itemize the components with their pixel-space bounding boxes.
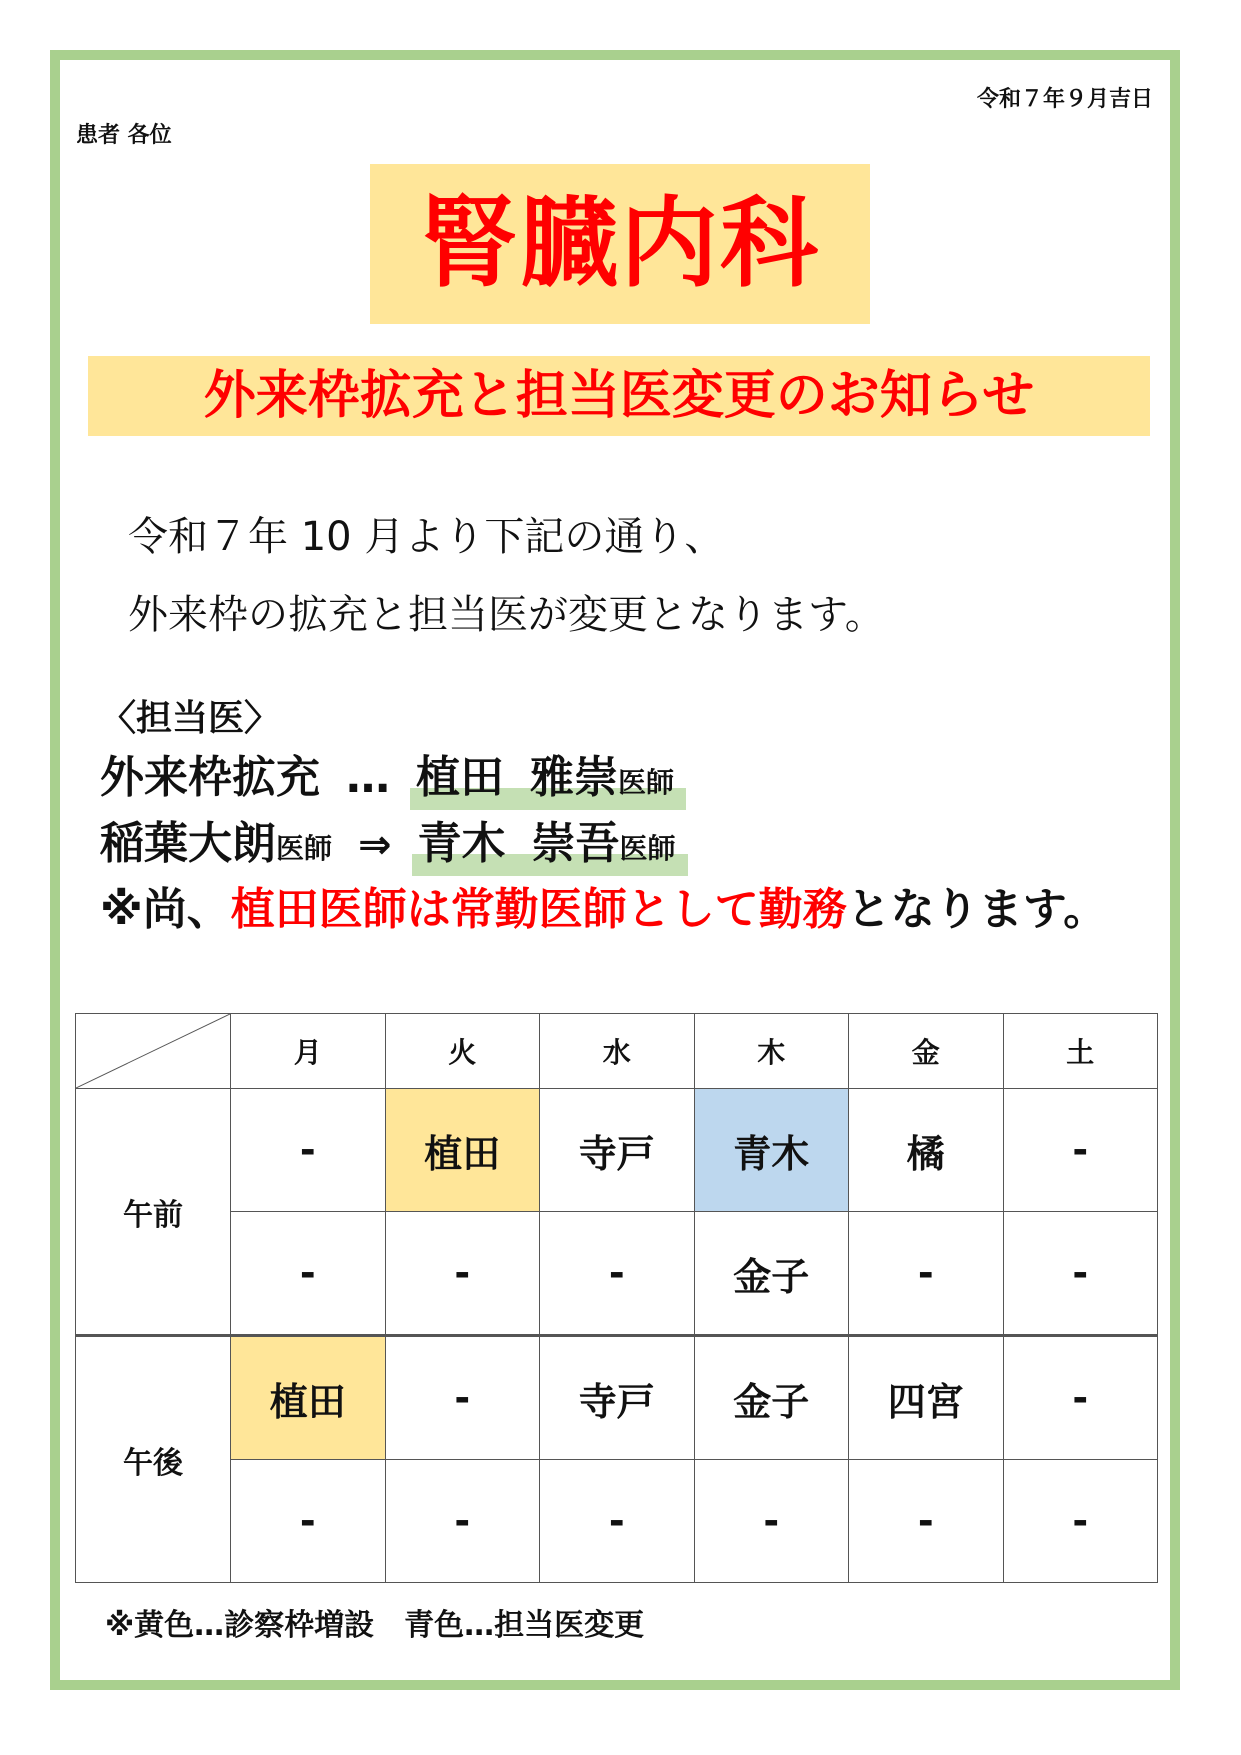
doctor-suffix: 医師 [618,766,675,799]
schedule-cell: - [694,1460,849,1583]
note-prefix: ※尚、 [100,884,231,935]
schedule-cell-changed: 青木 [694,1089,849,1212]
schedule-cell: - [1003,1089,1158,1212]
doctor-note [100,884,1108,935]
schedule-cell-added: 植田 [231,1336,386,1460]
day-header-fri: 金 [849,1014,1004,1089]
page-subtitle: 外来枠拡充と担当医変更のお知らせ [203,366,1035,426]
schedule-cell: 四宮 [849,1336,1004,1460]
schedule-cell: - [849,1460,1004,1583]
day-header-mon: 月 [231,1014,386,1089]
doctor-suffix: 医師 [276,832,333,865]
schedule-cell: - [385,1460,540,1583]
schedule-cell: - [1003,1336,1158,1460]
previous-doctor-name: 稲葉大朗 [100,818,276,869]
day-header-sat: 土 [1003,1014,1158,1089]
addressee: 患者 各位 [76,123,172,148]
doctor-aoki-highlight [417,818,676,869]
doctor-aoki-given: 崇吾 [531,818,620,869]
note-highlight: 植田医師は常勤医師として勤務 [230,884,847,935]
schedule-cell: 寺戸 [540,1336,695,1460]
doctor-aoki-family: 青木 [417,818,506,869]
title-banner [370,164,870,324]
table-corner-cell [76,1014,231,1089]
schedule-cell: - [849,1212,1004,1336]
doctor-suffix: 医師 [619,832,676,865]
doctors-section-label: 〈担当医〉 [100,698,281,739]
schedule-cell: - [385,1212,540,1336]
doctor-ueda-given: 雅崇 [530,752,618,803]
day-header-thu: 木 [694,1014,849,1089]
intro-text [128,498,885,654]
schedule-cell: 寺戸 [540,1089,695,1212]
schedule-cell: - [1003,1460,1158,1583]
note-tail: となります。 [846,884,1108,935]
table-row [76,1089,1158,1212]
intro-line-2: 外来枠の拡充と担当医が変更となります。 [128,592,885,638]
doctor-ueda-highlight [416,752,675,803]
ellipsis-separator: … [346,752,390,803]
day-header-wed: 水 [540,1014,695,1089]
period-morning: 午前 [76,1089,231,1336]
schedule-cell: - [385,1336,540,1460]
schedule-cell: - [231,1089,386,1212]
diagonal-line-icon [76,1014,230,1088]
day-header-tue: 火 [385,1014,540,1089]
doctor-ueda-family: 植田 [416,752,504,803]
issue-date: 令和７年９月吉日 [976,87,1153,112]
schedule-cell: - [231,1212,386,1336]
schedule-cell: 橘 [849,1089,1004,1212]
schedule-cell: 金子 [694,1212,849,1336]
doctor-row-change [100,818,676,869]
color-legend: ※黄色…診察枠増設 青色…担当医変更 [105,1608,645,1643]
expansion-label: 外来枠拡充 [100,752,320,803]
schedule-cell-added: 植田 [385,1089,540,1212]
table-row [76,1336,1158,1460]
subtitle-banner [88,356,1150,436]
schedule-cell: - [1003,1212,1158,1336]
schedule-table [75,1013,1158,1583]
schedule-cell: - [540,1212,695,1336]
intro-line-1: 令和７年 10 月より下記の通り、 [128,514,725,560]
schedule-cell: 金子 [694,1336,849,1460]
period-afternoon: 午後 [76,1336,231,1583]
table-row [76,1460,1158,1583]
page-title: 腎臓内科 [419,187,820,301]
doctor-row-expansion [100,752,675,803]
table-row [76,1212,1158,1336]
schedule-cell: - [540,1460,695,1583]
arrow-right-icon: ⇒ [358,822,392,868]
schedule-header-row [76,1014,1158,1089]
schedule-cell: - [231,1460,386,1583]
